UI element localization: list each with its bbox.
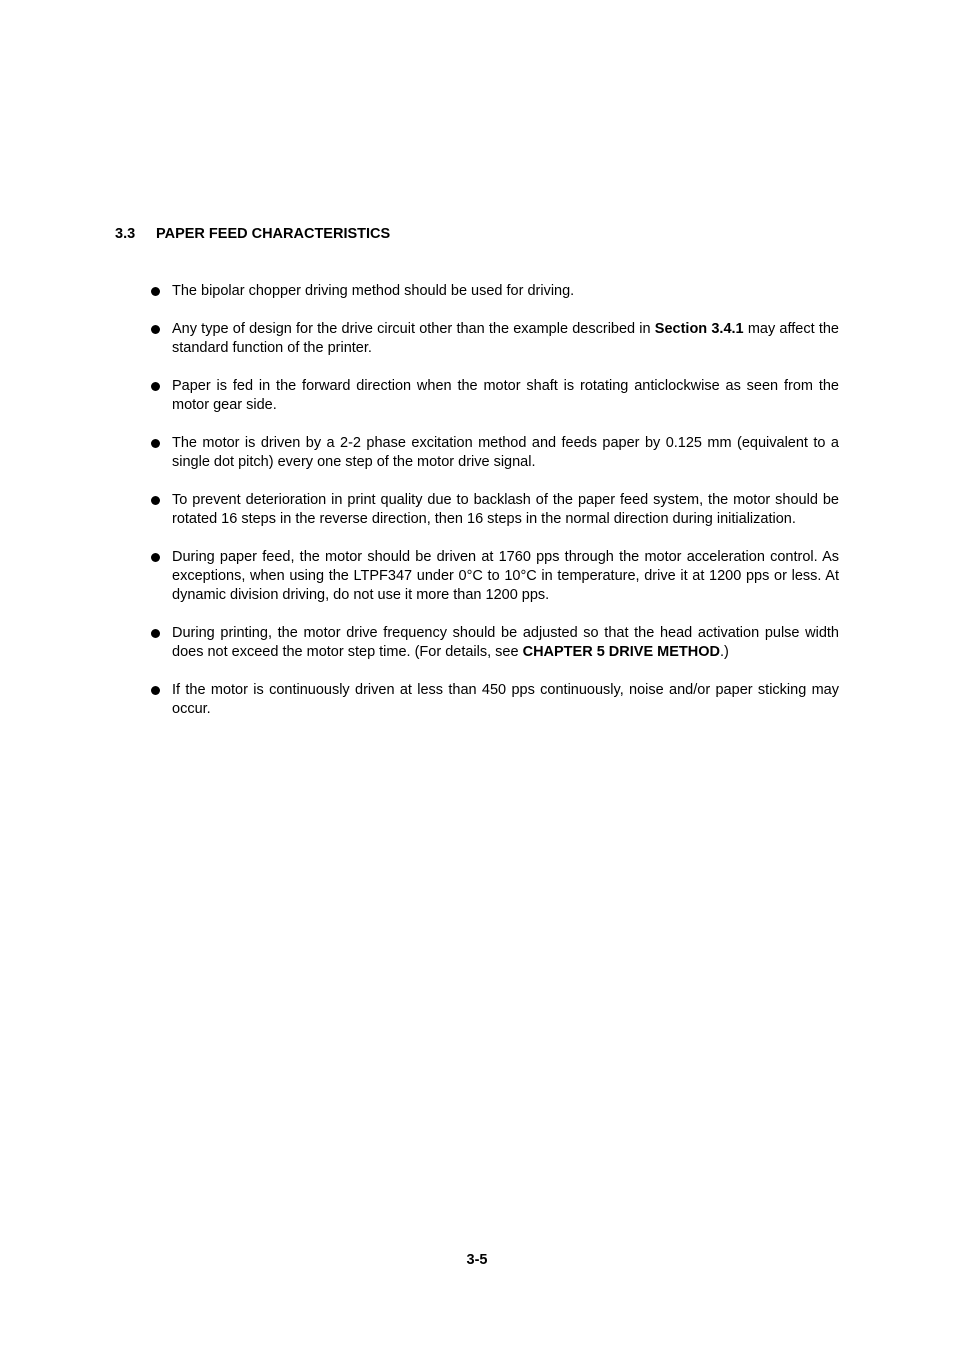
bullet-text: During printing, the motor drive frequency should be adjusted so that the head activation pulse width does not exceed the motor step time. (For details, see CHAPTER 5 DRIVE METHOD.): [172, 625, 839, 660]
list-item: [148, 624, 839, 662]
bullet-text: During paper feed, the motor should be driven at 1760 pps through the motor acceleration control. As exceptions, when using the LTPF347 under 0°C to 10°C in temperature, drive it at 1200 pps or less. At dynamic division driving, do not use it more than 1200 pps.: [172, 549, 839, 603]
list-item: [148, 491, 839, 529]
bullet-dot-icon: [151, 382, 160, 391]
bullet-text: Paper is fed in the forward direction when the motor shaft is rotating anticlockwise as seen from the motor gear side.: [172, 378, 839, 413]
bullet-dot-icon: [151, 496, 160, 505]
bullet-dot-icon: [151, 439, 160, 448]
bullet-text: To prevent deterioration in print quality due to backlash of the paper feed system, the motor should be rotated 16 steps in the reverse direction, then 16 steps in the normal direction during initialization.: [172, 492, 839, 527]
list-item: [148, 282, 839, 301]
list-item: [148, 434, 839, 472]
bullet-text: Any type of design for the drive circuit other than the example described in Section 3.4.1 may affect the standard function of the printer.: [172, 321, 839, 356]
bullet-dot-icon: [151, 287, 160, 296]
page-number: 3-5: [466, 1252, 488, 1268]
chapter-reference: CHAPTER 5 DRIVE METHOD: [522, 644, 720, 660]
list-item: [148, 320, 839, 358]
bullet-dot-icon: [151, 629, 160, 638]
section-title: PAPER FEED CHARACTERISTICS: [156, 226, 391, 242]
bullet-dot-icon: [151, 553, 160, 562]
bullet-text: The motor is driven by a 2-2 phase excitation method and feeds paper by 0.125 mm (equivalent to a single dot pitch) every one step of the motor drive signal.: [172, 435, 839, 470]
bullet-dot-icon: [151, 325, 160, 334]
bullet-list: [148, 282, 839, 738]
bullet-text: The bipolar chopper driving method should be used for driving.: [172, 283, 575, 299]
section-reference: Section 3.4.1: [654, 321, 744, 337]
list-item: [148, 548, 839, 605]
list-item: [148, 681, 839, 719]
list-item: [148, 377, 839, 415]
section-heading: [115, 226, 390, 242]
section-number: 3.3: [115, 226, 136, 242]
bullet-text: If the motor is continuously driven at less than 450 pps continuously, noise and/or paper sticking may occur.: [172, 682, 839, 717]
bullet-dot-icon: [151, 686, 160, 695]
